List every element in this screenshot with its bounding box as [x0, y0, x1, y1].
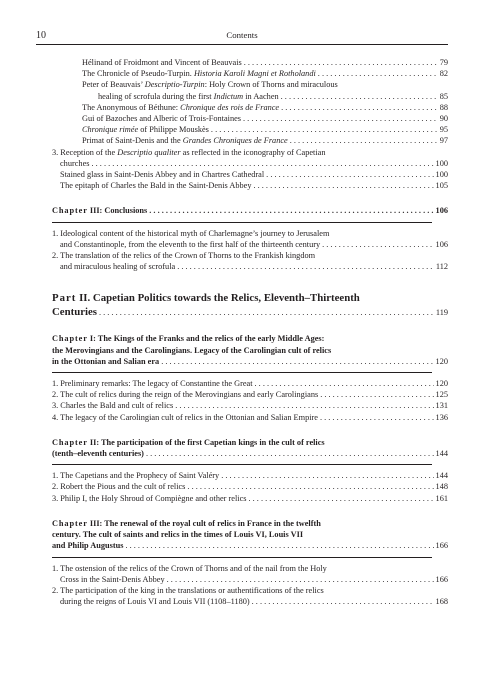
toc-entry[interactable]: 1. Preliminary remarks: The legacy of Constantine the Great . . . 120	[36, 378, 448, 389]
toc-page: 90	[439, 114, 448, 124]
toc-page: 112	[435, 262, 448, 272]
toc-page: 85	[439, 91, 448, 101]
toc-entry[interactable]: Stained glass in Saint-Denis Abbey and in Chartres Cathedral . . . 100	[36, 169, 448, 180]
toc-page: 97	[439, 136, 448, 146]
toc-entry-cont[interactable]: Cross in the Saint-Denis Abbey . . . 166	[36, 574, 448, 585]
toc-page: 79	[439, 58, 448, 67]
toc-entry[interactable]: 1. Ideological content of the historical myth of Charlemagne’s journey to Jerusalem	[52, 228, 330, 238]
chapter-heading[interactable]: Chapter I: The Kings of the Franks and the relics of the early Middle Ages: the Merovingians and the Carolingians. Legacy of the Carolingian cult of relics in the Ottonian and Salian era . . . 120	[36, 333, 448, 367]
toc-entry-cont[interactable]: healing of scrofula during the first Indictum in Aachen . . . 85	[36, 91, 448, 102]
toc-page: 148	[435, 482, 448, 492]
toc-entry[interactable]: The epitaph of Charles the Bald in the Saint-Denis Abbey . . . 105	[36, 180, 448, 191]
toc-page: 120	[435, 379, 448, 389]
toc-page: 166	[435, 574, 448, 584]
chapter-rule	[52, 557, 432, 558]
toc-page: 136	[435, 412, 448, 422]
toc-entry-cont[interactable]: and Constantinople, from the eleventh to the first half of the thirteenth century . . . 106	[36, 239, 448, 250]
page	[36, 0, 448, 683]
running-header	[36, 30, 448, 44]
toc-entry[interactable]: 4. The legacy of the Carolingian cult of relics in the Ottonian and Salian Empire . . . 136	[36, 412, 448, 423]
toc-page: 166	[435, 541, 448, 551]
chapter-rule	[52, 464, 432, 465]
toc-content	[36, 57, 448, 607]
toc-page: 161	[435, 493, 448, 503]
header-rule	[36, 44, 448, 45]
toc-entry[interactable]: The Anonymous of Béthune: Chronique des rois de France . . . 88	[36, 102, 448, 113]
toc-page: 95	[439, 125, 448, 135]
toc-entry[interactable]: The Chronicle of Pseudo-Turpin. Historia Karoli Magni et Rotholandi . . . 82	[36, 68, 448, 79]
toc-page: 131	[435, 401, 448, 411]
toc-page: 100	[435, 170, 448, 180]
chapter-rule	[52, 222, 432, 223]
part-heading[interactable]: Part II. Capetian Politics towards the Relics, Eleventh–Thirteenth Centuries . . . 119	[36, 292, 448, 319]
chapter-heading[interactable]: Chapter II: The participation of the first Capetian kings in the cult of relics (tenth–eleventh centuries) . . . 144	[36, 437, 448, 459]
toc-page: 120	[435, 356, 448, 366]
toc-entry[interactable]: Gui of Bazoches and Alberic of Trois-Fontaines . . . 90	[36, 113, 448, 124]
toc-page: 106	[435, 206, 448, 216]
toc-entry[interactable]: 2. The participation of the king in the translations or authentifications of the relics	[52, 585, 324, 595]
toc-entry-cont[interactable]: and miraculous healing of scrofula . . . 112	[36, 261, 448, 272]
toc-entry[interactable]: Hélinand of Froidmont and Vincent of Beauvais . . . 79	[36, 57, 448, 68]
toc-entry[interactable]: 3. Reception of the Descriptio qualiter as reflected in the iconography of Capetian	[52, 147, 326, 157]
toc-entry[interactable]: 2. Robert the Pious and the cult of relics . . . 148	[36, 481, 448, 492]
toc-entry[interactable]: 1. The Capetians and the Prophecy of Saint Valéry . . . 144	[36, 470, 448, 481]
toc-page: 144	[435, 471, 448, 481]
running-title: Contents	[226, 30, 258, 40]
chapter-rule	[52, 372, 432, 373]
toc-entry[interactable]: 2. The cult of relics during the reign of the Merovingians and early Carolingians . . . 125	[36, 389, 448, 400]
page-number: 10	[36, 30, 46, 41]
chapter-heading[interactable]: Chapter III: The renewal of the royal cult of relics in France in the twelfth century. The cult of saints and relics in the times of Louis VI, Louis VII and Philip Augustus . . . 166	[36, 518, 448, 552]
toc-entry-cont[interactable]: during the reigns of Louis VI and Louis VII (1108–1180) . . . 168	[36, 596, 448, 607]
toc-page: 106	[435, 239, 448, 249]
toc-entry[interactable]: 3. Philip I, the Holy Shroud of Compiègne and other relics . . . 161	[36, 493, 448, 504]
toc-entry[interactable]: Peter of Beauvais’ Descriptio-Turpin: Holy Crown of Thorns and miraculous	[82, 80, 338, 90]
toc-page: 144	[435, 449, 448, 459]
toc-page: 168	[435, 597, 448, 607]
toc-entry[interactable]: Chronique rimée of Philippe Mouskès . . . 95	[36, 124, 448, 135]
toc-entry[interactable]: Primat of Saint-Denis and the Grandes Chroniques de France . . . 97	[36, 135, 448, 146]
toc-page: 88	[439, 102, 448, 112]
toc-entry[interactable]: 3. Charles the Bald and cult of relics . . . 131	[36, 400, 448, 411]
toc-page: 82	[439, 69, 448, 79]
toc-entry[interactable]: 2. The translation of the relics of the Crown of Thorns to the Frankish kingdom	[52, 251, 316, 261]
toc-page: 105	[435, 181, 448, 191]
toc-page: 119	[435, 307, 448, 317]
toc-page: 125	[435, 390, 448, 400]
chapter-heading[interactable]: Chapter III: Conclusions . . . 106	[36, 205, 448, 216]
toc-page: 100	[435, 158, 448, 168]
toc-entry-cont[interactable]: churches . . . 100	[36, 158, 448, 169]
toc-entry[interactable]: 1. The ostension of the relics of the Crown of Thorns and of the nail from the Holy	[52, 563, 327, 573]
